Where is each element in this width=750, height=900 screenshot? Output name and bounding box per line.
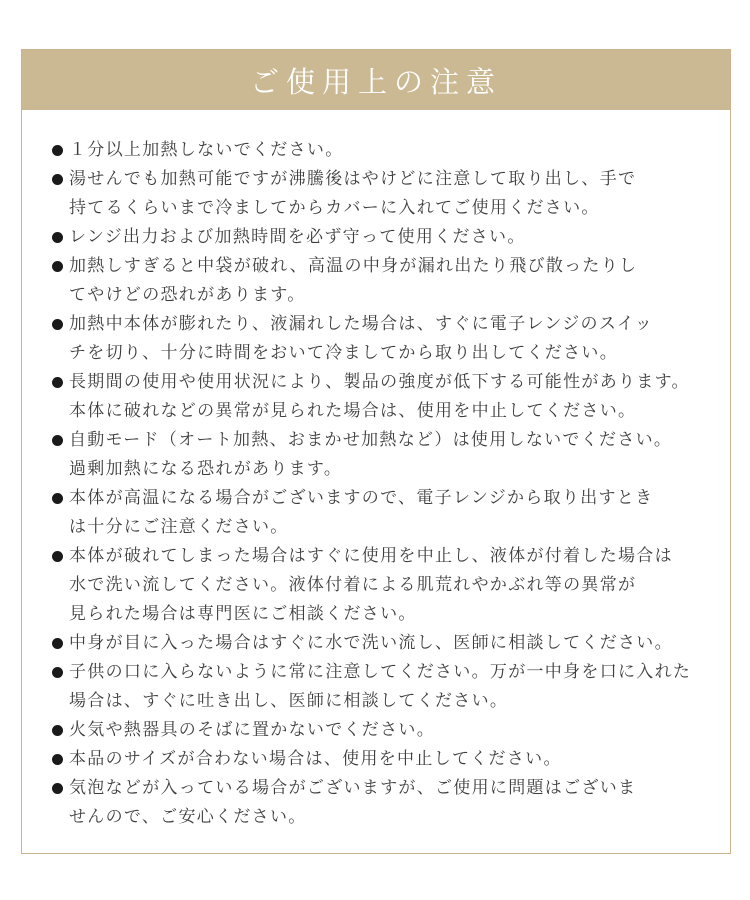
notice-text: レンジ出力および加熱時間を必ず守って使用ください。 [69, 227, 526, 247]
notice-title: ご使用上の注意 [249, 64, 502, 99]
notice-text: 火気や熱器具のそばに置かないでください。 [69, 720, 435, 740]
notice-item [52, 165, 708, 223]
bullet-icon [52, 542, 69, 571]
bullet-icon [52, 774, 69, 803]
notice-item [52, 252, 708, 310]
notice-item [52, 426, 708, 484]
notice-item [52, 658, 708, 716]
notice-item [52, 542, 708, 629]
notice-text: 子供の口に入らないように常に注意してください。万が一中身を口に入れた 場合は、すぐに吐き出し、医師に相談してください。 [69, 662, 692, 711]
notice-text: 本品のサイズが合わない場合は、使用を中止してください。 [69, 749, 562, 769]
bullet-icon [52, 310, 69, 339]
bullet-icon [52, 368, 69, 397]
bullet-icon [52, 484, 69, 513]
notice-item [52, 484, 708, 542]
bullet-icon [52, 658, 69, 687]
notice-item [52, 310, 708, 368]
notice-item [52, 223, 708, 252]
notice-item [52, 745, 708, 774]
notice-text: 自動モード（オート加熱、おまかせ加熱など）は使用しないでください。 過剰加熱になる恐れがあります。 [69, 430, 673, 479]
bullet-icon [52, 252, 69, 281]
bullet-icon [52, 629, 69, 658]
notice-text: 加熱しすぎると中袋が破れ、高温の中身が漏れ出たり飛び散ったりし てやけどの恐れがあります。 [69, 256, 638, 305]
bullet-icon [52, 716, 69, 745]
notice-item [52, 629, 708, 658]
notice-text: 中身が目に入った場合はすぐに水で洗い流し、医師に相談してください。 [69, 633, 673, 653]
notice-text: 気泡などが入っている場合がございますが、ご使用に問題はございま せんので、ご安心ください。 [69, 778, 637, 827]
notice-item [52, 368, 708, 426]
notice-item [52, 136, 708, 165]
bullet-icon [52, 745, 69, 774]
bullet-icon [52, 426, 69, 455]
notice-text: 本体が破れてしまった場合はすぐに使用を中止し、液体が付着した場合は 水で洗い流してください。液体付着による肌荒れやかぶれ等の異常が 見られた場合は専門医にご相談ください。 [69, 546, 673, 624]
notice-text: １分以上加熱しないでください。 [69, 140, 344, 160]
notice-text: 湯せんでも加熱可能ですが沸騰後はやけどに注意して取り出し、手で 持てるくらいまで冷ましてからカバーに入れてご使用ください。 [69, 169, 637, 218]
notice-text: 長期間の使用や使用状況により、製品の強度が低下する可能性があります。 本体に破れなどの異常が見られた場合は、使用を中止してください。 [69, 372, 690, 421]
notice-header [22, 50, 730, 110]
bullet-icon [52, 165, 69, 194]
notice-text: 本体が高温になる場合がございますので、電子レンジから取り出すとき は十分にご注意ください。 [69, 488, 654, 537]
bullet-icon [52, 136, 69, 165]
notice-item [52, 716, 708, 745]
notice-item [52, 774, 708, 832]
notice-text: 加熱中本体が膨れたり、液漏れした場合は、すぐに電子レンジのスイッ チを切り、十分に時間をおいて冷ましてから取り出してください。 [69, 314, 654, 363]
notice-list [22, 110, 730, 832]
notice-card [21, 49, 731, 854]
bullet-icon [52, 223, 69, 252]
